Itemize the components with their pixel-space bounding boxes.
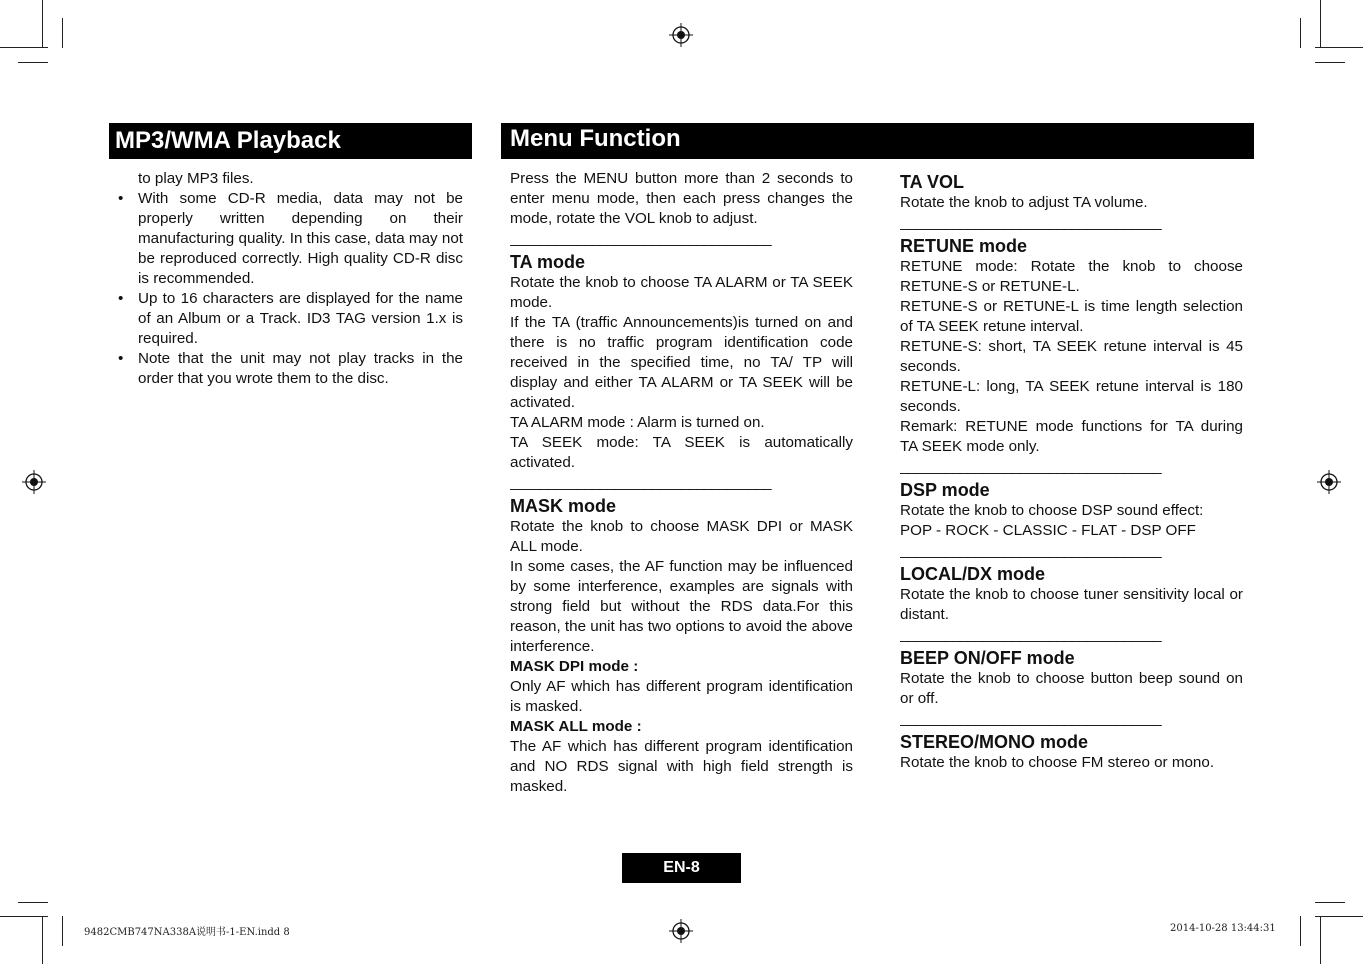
local-dx-title: LOCAL/DX mode	[900, 564, 1046, 584]
divider: ___________________________________	[900, 626, 1161, 643]
divider: ___________________________________	[510, 474, 771, 491]
registration-mark-icon	[1317, 470, 1341, 494]
dsp-title: DSP mode	[900, 480, 990, 500]
mask-all-title: MASK ALL mode :	[510, 718, 642, 735]
beep-text: Rotate the knob to choose button beep sound on or off.	[900, 670, 1243, 707]
list-item: • With some CD-R media, data may not be properly written depending on their manufacturing quality. In this case, data may not be reproduced correctly. High quality CD-R disc is recommended.	[118, 190, 463, 287]
crop-mark	[18, 62, 48, 63]
divider: ___________________________________	[900, 542, 1161, 559]
registration-mark-icon	[22, 470, 46, 494]
retune-title: RETUNE mode	[900, 236, 1028, 256]
crop-mark	[1300, 916, 1301, 946]
dsp-text: Rotate the knob to choose DSP sound effect:	[900, 502, 1204, 519]
local-dx-text: Rotate the knob to choose tuner sensitivity local or distant.	[900, 586, 1243, 623]
mask-mode-title: MASK mode	[510, 496, 617, 516]
crop-mark	[1315, 902, 1345, 903]
ta-mode-text: TA ALARM mode : Alarm is turned on.	[510, 414, 765, 431]
list-item: • Up to 16 characters are displayed for the name of an Album or a Track. ID3 TAG version 1.x is required.	[118, 290, 463, 347]
crop-mark	[18, 902, 48, 903]
retune-text: Remark: RETUNE mode functions for TA during TA SEEK mode only.	[900, 418, 1243, 455]
mp3-wma-column	[110, 169, 463, 389]
retune-text: RETUNE mode: Rotate the knob to choose RETUNE-S or RETUNE-L.	[900, 258, 1243, 295]
crop-mark	[1315, 916, 1363, 917]
list-item: • Note that the unit may not play tracks in the order that you wrote them to the disc.	[118, 350, 463, 387]
slug-timestamp: 2014-10-28 13:44:31	[1170, 923, 1276, 934]
section-header-menu-function: Menu Function	[501, 123, 1254, 159]
bullet-list	[110, 189, 463, 389]
crop-mark	[42, 0, 43, 48]
mask-all-text: The AF which has different program identification and NO RDS signal with high field strength is masked.	[510, 738, 853, 795]
crop-mark	[1315, 62, 1345, 63]
crop-mark	[1320, 0, 1321, 48]
ta-vol-title: TA VOL	[900, 172, 964, 192]
crop-mark	[1300, 18, 1301, 48]
retune-text: RETUNE-L: long, TA SEEK retune interval is 180 seconds.	[900, 378, 1243, 415]
mask-mode-text: Rotate the knob to choose MASK DPI or MASK ALL mode.	[510, 518, 853, 555]
crop-mark	[0, 916, 48, 917]
ta-mode-title: TA mode	[510, 252, 585, 272]
bullet-text: Note that the unit may not play tracks in the order that you wrote them to the disc.	[138, 350, 463, 387]
divider: ___________________________________	[900, 710, 1161, 727]
bullet-text: Up to 16 characters are displayed for the name of an Album or a Track. ID3 TAG version 1.x is required.	[138, 290, 463, 347]
crop-mark	[0, 47, 48, 48]
page-number: EN-8	[622, 853, 741, 883]
beep-title: BEEP ON/OFF mode	[900, 648, 1075, 668]
stereo-mono-title: STEREO/MONO mode	[900, 732, 1089, 752]
crop-mark	[1315, 47, 1363, 48]
menu-column-2	[900, 169, 1243, 773]
divider: ___________________________________	[900, 214, 1161, 231]
ta-mode-text: Rotate the knob to choose TA ALARM or TA SEEK mode.	[510, 274, 853, 311]
menu-intro: Press the MENU button more than 2 seconds to enter menu mode, then each press changes the mode, rotate the VOL knob to adjust.	[510, 170, 853, 227]
registration-mark-icon	[669, 23, 693, 47]
retune-text: RETUNE-S: short, TA SEEK retune interval is 45 seconds.	[900, 338, 1243, 375]
crop-mark	[62, 18, 63, 48]
mask-dpi-text: Only AF which has different program identification is masked.	[510, 678, 853, 715]
crop-mark	[62, 916, 63, 946]
crop-mark	[42, 916, 43, 964]
divider: ___________________________________	[510, 230, 771, 247]
divider: ___________________________________	[900, 458, 1161, 475]
crop-mark	[1320, 916, 1321, 964]
ta-vol-text: Rotate the knob to adjust TA volume.	[900, 194, 1148, 211]
ta-mode-text: If the TA (traffic Announcements)is turned on and there is no traffic program identification code received in the specified time, no TA/ TP will display and either TA ALARM or TA SEEK will be activated.	[510, 314, 853, 411]
dsp-text: POP - ROCK - CLASSIC - FLAT - DSP OFF	[900, 522, 1196, 539]
ta-mode-text: TA SEEK mode: TA SEEK is automatically activated.	[510, 434, 853, 471]
bullet-text: With some CD-R media, data may not be properly written depending on their manufacturing quality. In this case, data may not be reproduced correctly. High quality CD-R disc is recommended.	[138, 190, 463, 287]
mask-dpi-title: MASK DPI mode :	[510, 658, 639, 675]
section-header-mp3-wma: MP3/WMA Playback	[109, 123, 472, 159]
intro-text: to play MP3 files.	[138, 170, 254, 187]
menu-column-1	[510, 169, 853, 797]
retune-text: RETUNE-S or RETUNE-L is time length selection of TA SEEK retune interval.	[900, 298, 1243, 335]
registration-mark-icon	[669, 919, 693, 943]
stereo-mono-text: Rotate the knob to choose FM stereo or mono.	[900, 754, 1215, 771]
mask-mode-text: In some cases, the AF function may be influenced by some interference, examples are signals with strong field but without the RDS data.For this reason, the unit has two options to avoid the above interference.	[510, 558, 853, 655]
slug-filename: 9482CMB747NA338A说明书-1-EN.indd 8	[84, 927, 290, 938]
